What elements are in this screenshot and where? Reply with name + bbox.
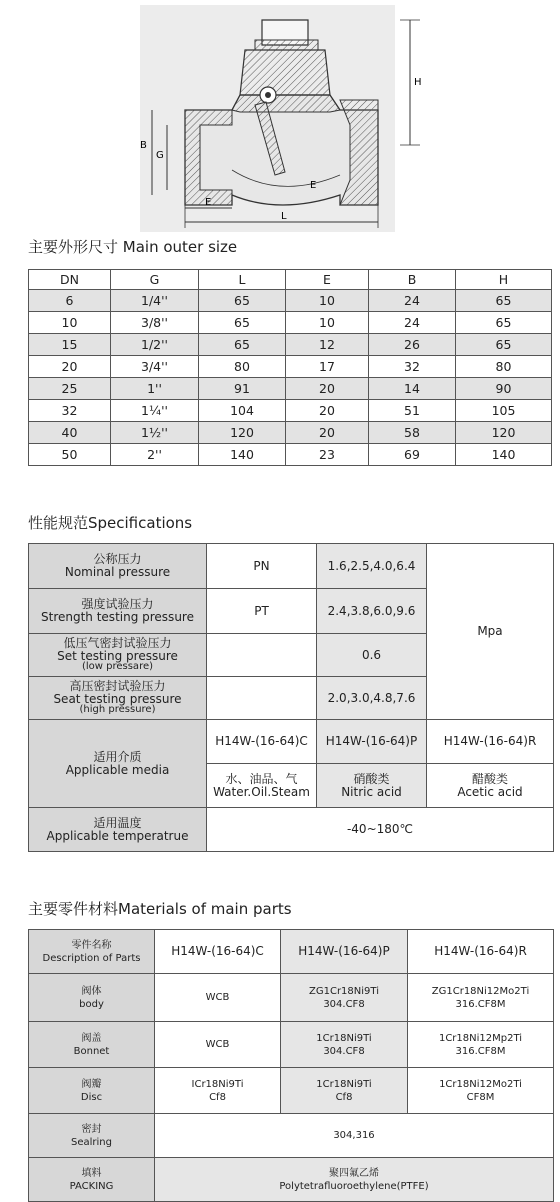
material-cell (408, 1068, 554, 1114)
media-cell (427, 764, 554, 808)
media-en: Nitric acid (341, 784, 402, 799)
spec-label-en: Set testing pressure (57, 648, 178, 663)
material-line: ICr18Ni9Ti (191, 1078, 244, 1090)
cell: 80 (199, 356, 286, 378)
cell: 20 (29, 356, 111, 378)
spec-value: 0.6 (317, 634, 427, 677)
part-cn: 阀瓣 (81, 1078, 102, 1090)
spec-label-sub: (low pressare) (81, 661, 154, 673)
cell: 65 (456, 290, 552, 312)
cell: 3/8'' (111, 312, 199, 334)
spec-label (29, 544, 207, 589)
dim-L-label: L (281, 211, 287, 222)
table-row (29, 444, 552, 466)
cell: 50 (29, 444, 111, 466)
cell: 65 (456, 312, 552, 334)
spec-label (29, 808, 207, 852)
cell: 20 (286, 378, 369, 400)
header-cell: B (369, 270, 456, 290)
material-line: Polytetrafluoroethylene(PTFE) (279, 1180, 429, 1192)
table-row (29, 290, 552, 312)
header-cell: H (456, 270, 552, 290)
table-row (29, 356, 552, 378)
parts-header-en: Description of Parts (42, 952, 141, 964)
table-row (29, 312, 552, 334)
dim-H-label: H (414, 77, 422, 88)
spec-row-nominal (29, 544, 554, 589)
cell: 3/4'' (111, 356, 199, 378)
cell: 6 (29, 290, 111, 312)
part-en: Disc (80, 1091, 103, 1103)
part-en: body (79, 998, 104, 1010)
material-line: 1Cr18Ni9Ti (316, 1032, 372, 1044)
spec-symbol: PN (207, 544, 317, 589)
cell: 1/4'' (111, 290, 199, 312)
model-cell: H14W-(16-64)P (317, 720, 427, 764)
dim-G-label: G (156, 150, 164, 161)
spec-value: 2.4,3.8,6.0,9.6 (317, 589, 427, 634)
part-cn: 阀盖 (81, 1032, 102, 1044)
part-name (29, 1158, 155, 1202)
cell: 10 (286, 290, 369, 312)
cell: 40 (29, 422, 111, 444)
material-line: 1Cr18Ni12Mp2Ti (438, 1032, 523, 1044)
cell: 140 (456, 444, 552, 466)
material-line: CF8M (466, 1091, 495, 1103)
material-line: 1Cr18Ni9Ti (316, 1078, 372, 1090)
part-name (29, 1068, 155, 1114)
material-line: 316.CF8M (455, 998, 506, 1010)
model-cell: H14W-(16-64)C (207, 720, 317, 764)
spec-label-cn: 强度试验压力 (81, 597, 154, 612)
cell: 120 (456, 422, 552, 444)
part-name (29, 1114, 155, 1158)
model-cell: H14W-(16-64)R (427, 720, 554, 764)
cell: 2'' (111, 444, 199, 466)
spec-label-en: Seat testing pressure (53, 691, 182, 706)
materials-row-bonnet (29, 1022, 554, 1068)
cell: 23 (286, 444, 369, 466)
material-cell (281, 974, 408, 1022)
material-line: 304.CF8 (323, 998, 365, 1010)
valve-cross-section-drawing (0, 0, 560, 232)
spec-unit: Mpa (427, 544, 554, 720)
cell: 17 (286, 356, 369, 378)
material-cell (408, 974, 554, 1022)
materials-title: 主要零件材料Materials of main parts (28, 900, 292, 918)
spec-value: 1.6,2.5,4.0,6.4 (317, 544, 427, 589)
media-cn: 醋酸类 (471, 771, 508, 786)
cell: 120 (199, 422, 286, 444)
material-line: ZG1Cr18Ni12Mo2Ti (431, 985, 530, 997)
cell: 26 (369, 334, 456, 356)
material-line: 316.CF8M (455, 1045, 506, 1057)
cell: 58 (369, 422, 456, 444)
cell: 1½'' (111, 422, 199, 444)
model-header: H14W-(16-64)R (408, 930, 554, 974)
header-cell: DN (29, 270, 111, 290)
outer-size-title: 主要外形尺寸 Main outer size (28, 238, 238, 256)
material-line: 1Cr18Ni12Mo2Ti (439, 1078, 522, 1090)
spec-label (29, 589, 207, 634)
spec-label-cn: 高压密封试验压力 (69, 679, 166, 694)
spec-label-cn: 低压气密封试验压力 (63, 636, 172, 651)
cell: 105 (456, 400, 552, 422)
cell: 25 (29, 378, 111, 400)
material-line: ZG1Cr18Ni9Ti (309, 985, 379, 997)
materials-table (28, 929, 554, 1202)
material-cell: WCB (155, 1022, 281, 1068)
spec-label (29, 634, 207, 677)
outer-size-header-row (29, 270, 552, 290)
spec-label-en: Applicable temperatrue (46, 828, 189, 843)
cell: 65 (199, 290, 286, 312)
part-en: Bonnet (73, 1045, 110, 1057)
spec-value: -40~180℃ (207, 808, 554, 852)
cell: 1'' (111, 378, 199, 400)
spec-symbol-empty (207, 677, 317, 720)
part-en: PACKING (69, 1180, 114, 1192)
spec-label (29, 677, 207, 720)
spec-value: 2.0,3.0,4.8,7.6 (317, 677, 427, 720)
dim-E-inner-label: E (310, 180, 317, 191)
material-cell (155, 1068, 281, 1114)
table-row (29, 334, 552, 356)
spec-label-en: Strength testing pressure (41, 610, 194, 624)
spec-symbol-empty (207, 634, 317, 677)
cell: 10 (29, 312, 111, 334)
spec-label-en: Nominal pressure (64, 565, 171, 579)
parts-header (29, 930, 155, 974)
material-line: 304.CF8 (323, 1045, 365, 1057)
spec-symbol: PT (207, 589, 317, 634)
media-cell (317, 764, 427, 808)
part-name (29, 974, 155, 1022)
part-cn: 密封 (81, 1123, 102, 1135)
table-row (29, 400, 552, 422)
cell: 10 (286, 312, 369, 334)
cell: 104 (199, 400, 286, 422)
part-cn: 阀体 (81, 985, 102, 997)
spec-row-media-models (29, 720, 554, 764)
spec-label-cn: 公称压力 (93, 552, 142, 567)
materials-row-seal (29, 1114, 554, 1158)
spec-label-cn: 适用介质 (93, 749, 142, 764)
material-cell (155, 1158, 554, 1202)
media-en: Water.Oil.Steam (213, 784, 310, 799)
cell: 1¼'' (111, 400, 199, 422)
spec-label-en: Applicable media (65, 762, 170, 777)
spec-label-cn: 适用温度 (93, 815, 142, 830)
part-name (29, 1022, 155, 1068)
cell: 14 (369, 378, 456, 400)
part-cn: 填料 (81, 1167, 102, 1179)
spec-row-temperature (29, 808, 554, 852)
cell: 20 (286, 422, 369, 444)
cell: 32 (29, 400, 111, 422)
outer-size-table (28, 269, 552, 466)
spec-label-sub: (high pressure) (79, 704, 156, 716)
header-cell: E (286, 270, 369, 290)
dim-E-bottom-label: E (205, 197, 212, 208)
material-line: Cf8 (335, 1091, 353, 1103)
cell: 65 (199, 334, 286, 356)
model-header: H14W-(16-64)P (281, 930, 408, 974)
media-en: Acetic acid (457, 784, 523, 799)
cell: 80 (456, 356, 552, 378)
material-cell (408, 1022, 554, 1068)
cell: 15 (29, 334, 111, 356)
spec-label (29, 720, 207, 808)
part-en: Sealring (71, 1136, 112, 1148)
cell: 20 (286, 400, 369, 422)
model-header: H14W-(16-64)C (155, 930, 281, 974)
media-cn: 硝酸类 (353, 771, 390, 786)
cell: 12 (286, 334, 369, 356)
cell: 1/2'' (111, 334, 199, 356)
material-line: Cf8 (209, 1091, 226, 1103)
cell: 51 (369, 400, 456, 422)
media-cell (207, 764, 317, 808)
dim-B-label: B (140, 140, 147, 151)
cell: 90 (456, 378, 552, 400)
materials-row-disc (29, 1068, 554, 1114)
specifications-table (28, 543, 554, 852)
header-cell: G (111, 270, 199, 290)
parts-header-cn: 零件名称 (71, 939, 112, 951)
materials-row-packing (29, 1158, 554, 1202)
cell: 65 (456, 334, 552, 356)
cell: 69 (369, 444, 456, 466)
cell: 24 (369, 312, 456, 334)
cell: 140 (199, 444, 286, 466)
materials-row-body (29, 974, 554, 1022)
cell: 65 (199, 312, 286, 334)
table-row (29, 422, 552, 444)
specifications-title: 性能规范Specifications (28, 514, 193, 532)
cell: 24 (369, 290, 456, 312)
header-cell: L (199, 270, 286, 290)
table-row (29, 378, 552, 400)
media-cn: 水、油品、气 (225, 771, 298, 786)
material-cell: WCB (155, 974, 281, 1022)
cell: 91 (199, 378, 286, 400)
material-cell: 304,316 (155, 1114, 554, 1158)
material-line: 聚四氟乙烯 (329, 1167, 379, 1179)
cell: 32 (369, 356, 456, 378)
materials-header-row (29, 930, 554, 974)
material-cell (281, 1068, 408, 1114)
material-cell (281, 1022, 408, 1068)
